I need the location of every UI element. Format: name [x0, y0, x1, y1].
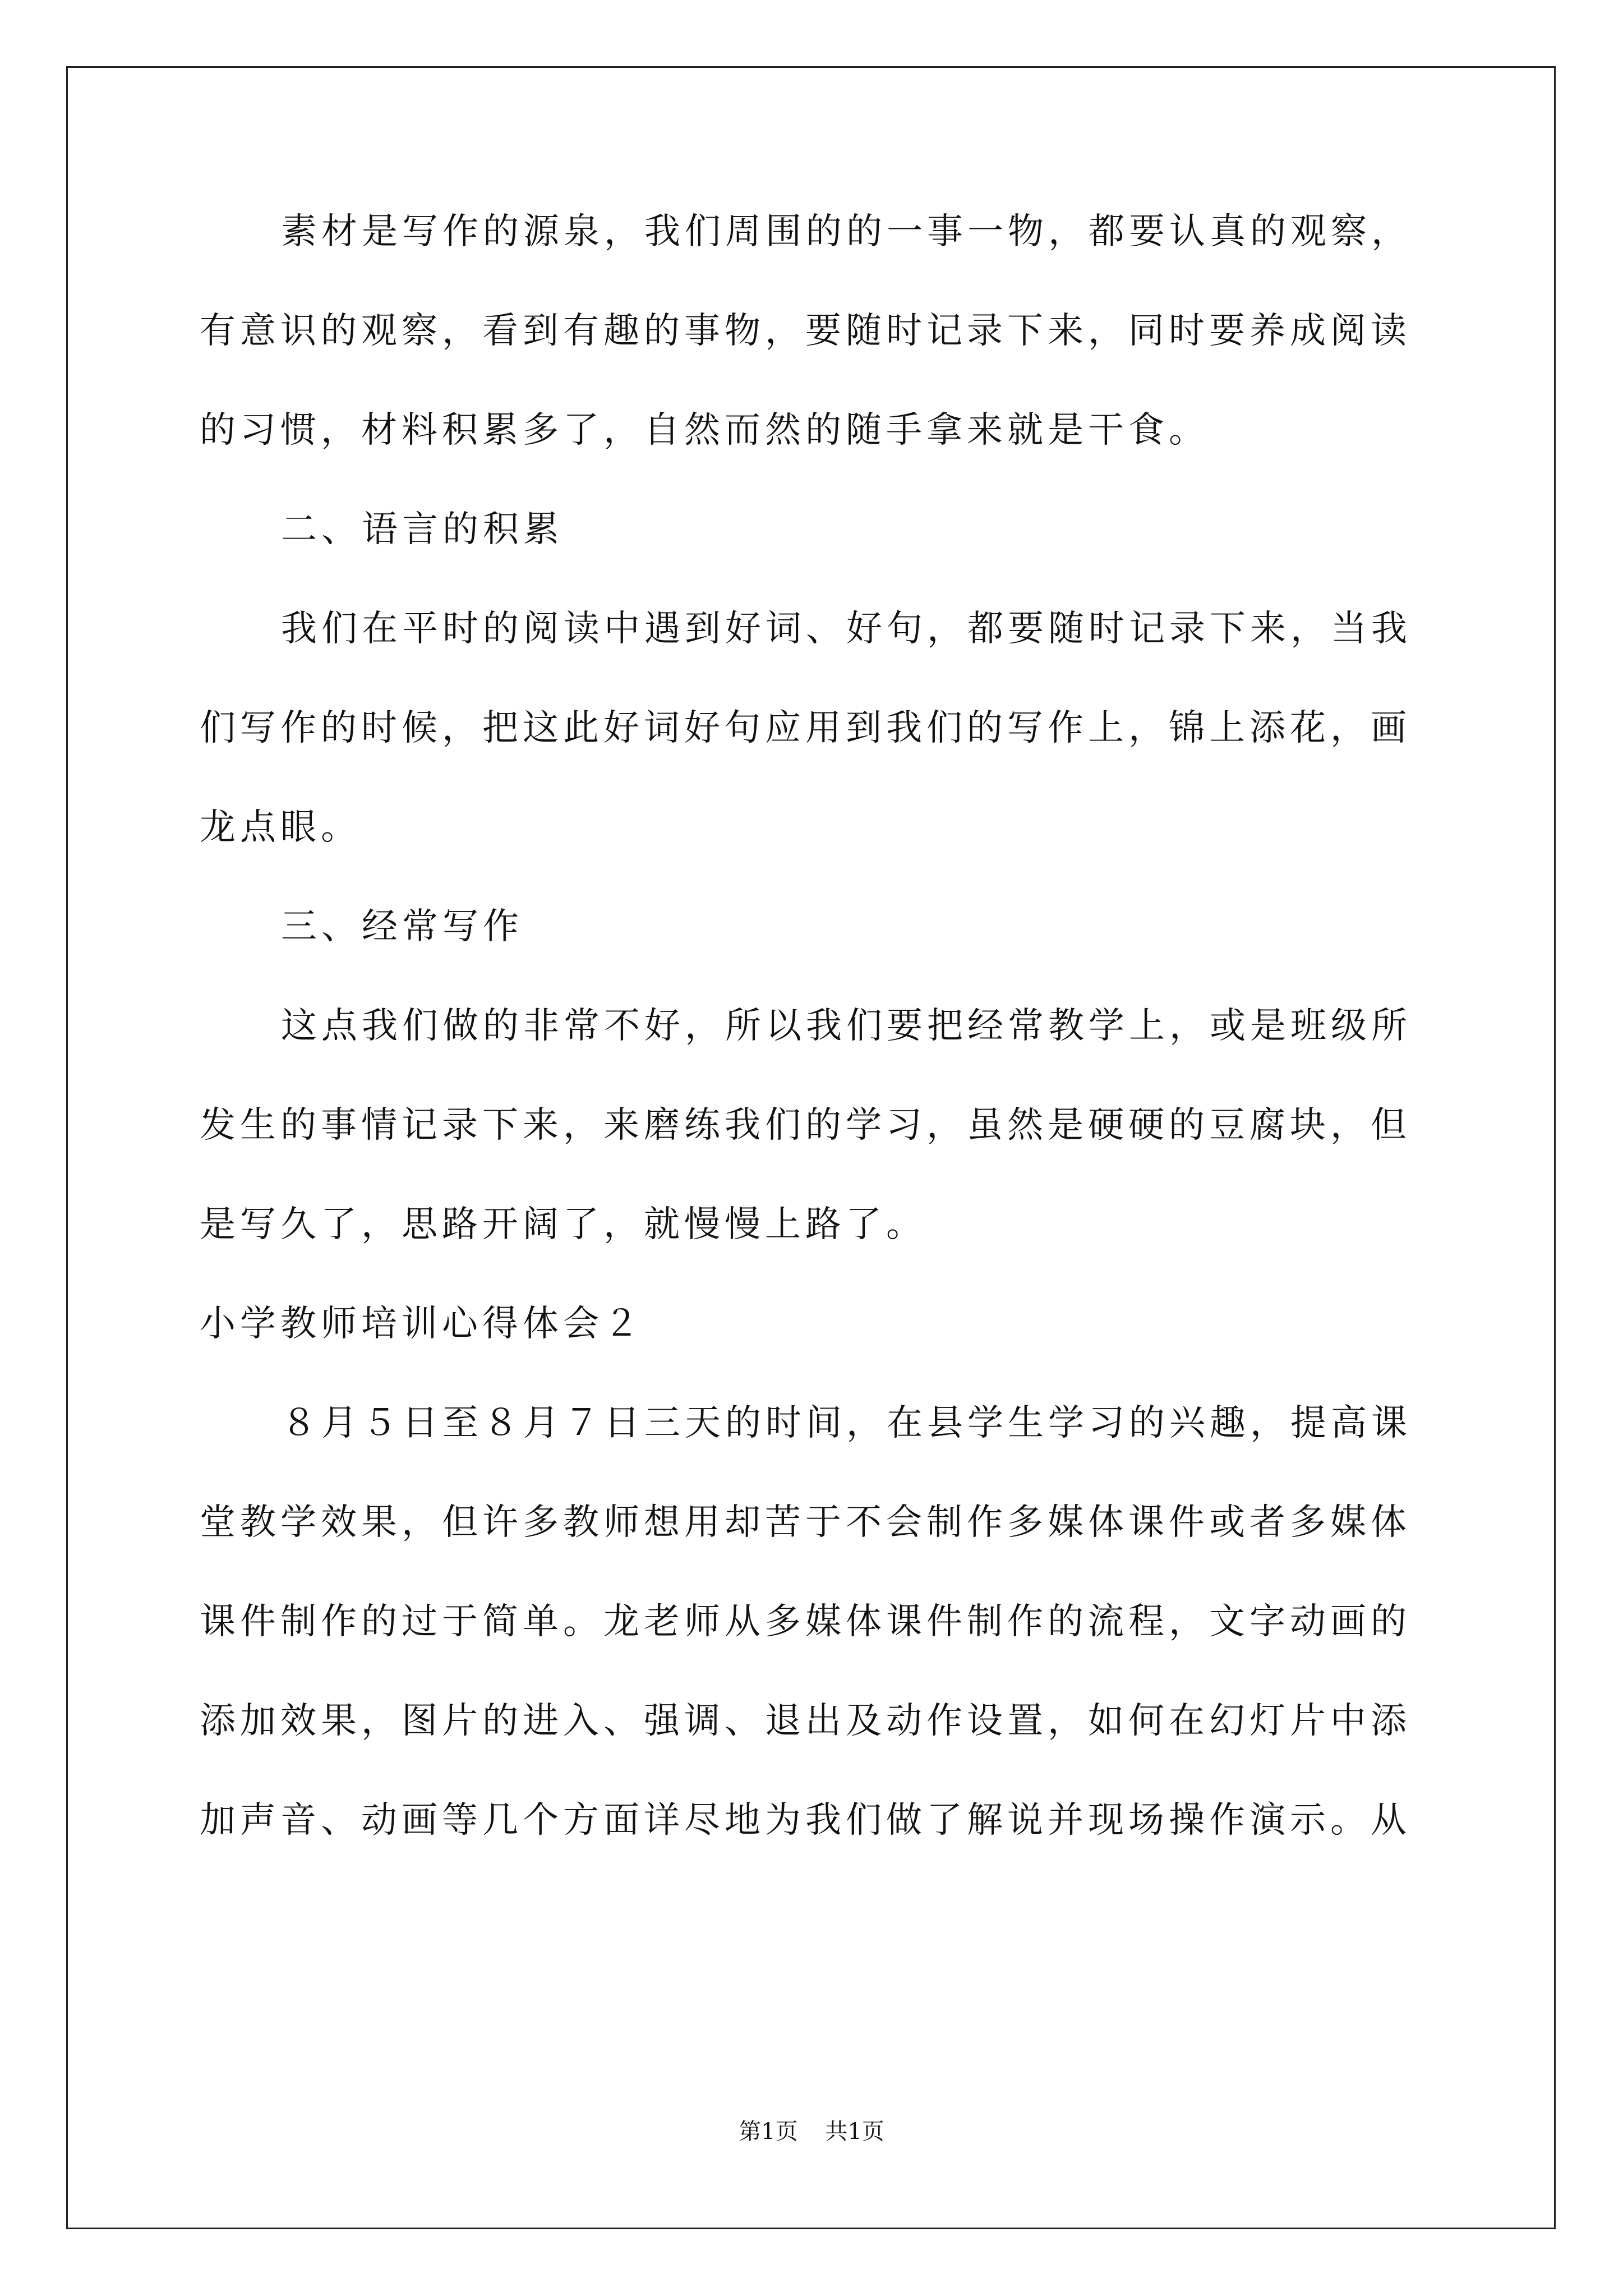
section-heading: 三、经常写作 [281, 906, 523, 947]
section-heading: 二、语言的积累 [281, 509, 564, 550]
paragraph-line: 素材是写作的源泉，我们周围的的一事一物，都要认真的观察， [281, 211, 1412, 252]
paragraph-line: 添加效果，图片的进入、强调、退出及动作设置，如何在幻灯片中添 [200, 1700, 1411, 1742]
document-body [200, 208, 1425, 1895]
paragraph-line: 课件制作的过于简单。龙老师从多媒体课件制作的流程，文字动画的 [200, 1601, 1411, 1642]
paragraph-line: 有意识的观察，看到有趣的事物，要随时记录下来，同时要养成阅读 [200, 310, 1411, 352]
paragraph-line: 这点我们做的非常不好，所以我们要把经常教学上，或是班级所 [281, 1005, 1412, 1047]
document-title: 小学教师培训心得体会２ [200, 1303, 644, 1345]
paragraph-line: 龙点眼。 [200, 807, 361, 848]
paragraph-line: 加声音、动画等几个方面详尽地为我们做了解说并现场操作演示。从 [200, 1800, 1411, 1841]
paragraph-line: 堂教学效果，但许多教师想用却苦于不会制作多媒体课件或者多媒体 [200, 1502, 1411, 1543]
paragraph-line: 我们在平时的阅读中遇到好词、好句，都要随时记录下来，当我 [281, 608, 1412, 650]
page-footer [0, 2118, 1623, 2146]
page-number: 第1页 [739, 2119, 798, 2145]
paragraph-line: 是写久了，思路开阔了，就慢慢上路了。 [200, 1204, 926, 1245]
page-total: 共1页 [825, 2119, 884, 2145]
paragraph-line: ８月５日至８月７日三天的时间，在县学生学习的兴趣，提高课 [281, 1402, 1412, 1444]
paragraph-line: 发生的事情记录下来，来磨练我们的学习，虽然是硬硬的豆腐块，但 [200, 1105, 1411, 1146]
paragraph-line: 的习惯，材料积累多了，自然而然的随手拿来就是干食。 [200, 409, 1209, 451]
paragraph-line: 们写作的时候，把这此好词好句应用到我们的写作上，锦上添花，画 [200, 707, 1411, 749]
